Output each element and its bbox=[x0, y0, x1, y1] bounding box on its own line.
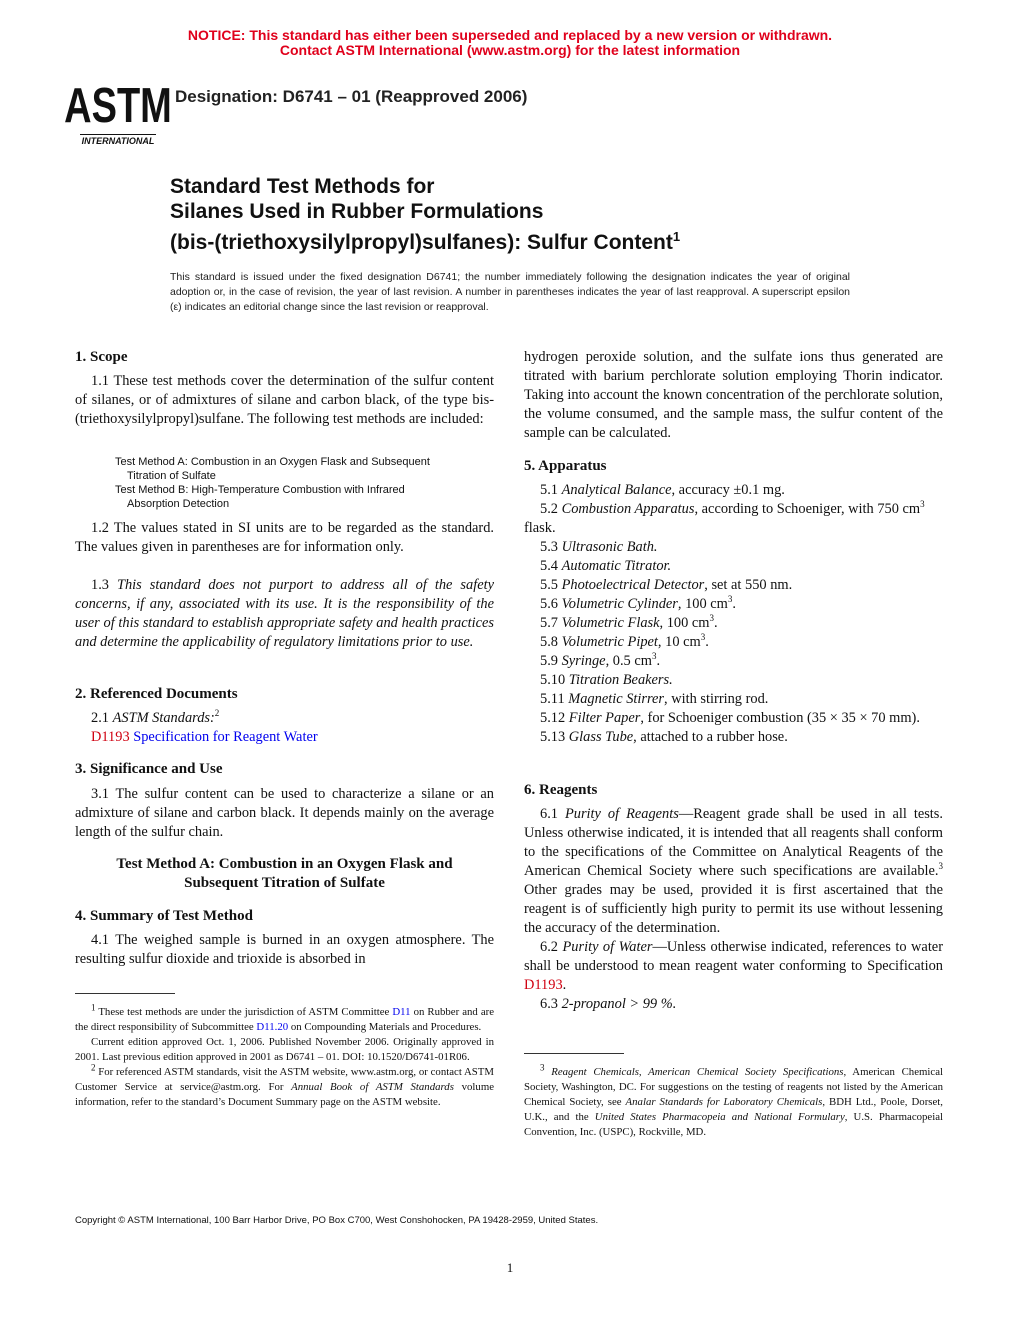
apparatus-item bbox=[524, 614, 943, 633]
text-run: . bbox=[656, 653, 661, 669]
text-run: Current edition approved Oct. 1, 2006. Published November 2006. Originally approved in 2001. Last previous edition approved in 2001 as D6741 – 01. DOI: 10.1520/D6741-01R06. bbox=[75, 1036, 494, 1063]
text-run: Analytical Balance bbox=[561, 482, 672, 498]
text-run: Combustion Apparatus bbox=[561, 501, 695, 517]
apparatus-item bbox=[524, 576, 943, 595]
document-title bbox=[170, 174, 680, 255]
text-run: Magnetic Stirrer bbox=[568, 691, 665, 707]
para-2-1 bbox=[75, 709, 494, 728]
copyright: Copyright © ASTM International, 100 Barr Harbor Drive, PO Box C700, West Conshohocken, PA 19428-2959, United States. bbox=[75, 1215, 599, 1226]
text-run: 1.3 bbox=[91, 577, 117, 593]
heading-apparatus: 5. Apparatus bbox=[524, 458, 607, 474]
text-run: This standard does not purport to address all of the safety concerns, if any, associated with its use. It is the responsibility of the user of this standard to establish appropriate safety and health practices and determine the applicability of regulatory limitations prior to use. bbox=[75, 577, 494, 650]
footnote-ref[interactable]: 3 bbox=[727, 594, 733, 605]
page-number: 1 bbox=[506, 1260, 514, 1275]
footnote-1-edition bbox=[75, 1035, 494, 1065]
text-run: , 100 cm bbox=[677, 596, 728, 612]
footnote-ref[interactable]: 2 bbox=[214, 708, 220, 719]
para-6-3 bbox=[524, 995, 943, 1014]
reference-link[interactable]: D11 bbox=[392, 1006, 411, 1018]
method-item: Test Method A: Combustion in an Oxygen Flask and Subsequent bbox=[115, 456, 430, 468]
apparatus-item bbox=[524, 652, 943, 671]
text-run: , 0.5 cm bbox=[605, 653, 652, 669]
para-6-1 bbox=[524, 805, 943, 938]
reference-link[interactable]: D1193 bbox=[91, 729, 130, 745]
text-run: , American Chemical Society, Washington, DC. For suggestions on the testing of reagents not listed by the American Chemical Society, see bbox=[524, 1066, 943, 1108]
apparatus-item bbox=[524, 633, 943, 652]
heading-summary: 4. Summary of Test Method bbox=[75, 908, 253, 924]
text-run: on Rubber and are the direct responsibility of Subcommittee bbox=[75, 1006, 494, 1033]
reference-link[interactable]: Specification for Reagent Water bbox=[129, 729, 318, 745]
method-item: Test Method B: High-Temperature Combustion with Infrared bbox=[115, 484, 405, 496]
reference-link[interactable]: D11.20 bbox=[256, 1021, 289, 1033]
text-run: , U.S. Pharmacopeial Convention, Inc. (USPC), Rockville, MD. bbox=[524, 1111, 944, 1138]
heading-scope: 1. Scope bbox=[75, 349, 128, 365]
text-run: Syringe bbox=[561, 653, 606, 669]
intro-note: This standard is issued under the fixed designation D6741; the number immediately following the designation indicates the year of original adoption or, in the case of revision, the year of last revision. A number in parentheses indicates the year of last reapproval. A superscript epsilon (ε) indicates an editorial change since the last revision or reapproval. bbox=[170, 271, 850, 313]
text-run: 1.1 These test methods cover the determination of the sulfur content of silanes, or of admixtures of silane and carbon black, of the type bis-(triethoxysilylpropyl)sulfane. The following test methods are included: bbox=[75, 373, 494, 427]
text-run: —Unless otherwise indicated, references to water shall be understood to mean reagent water conforming to Specification bbox=[524, 939, 943, 974]
method-item: Absorption Detection bbox=[127, 498, 230, 510]
text-run: 5.10 bbox=[540, 672, 569, 688]
text-run: , for Schoeniger combustion (35 × 35 × 70 mm). bbox=[640, 710, 920, 726]
footnote-ref[interactable]: 3 bbox=[920, 499, 925, 510]
footnote-ref[interactable]: 3 bbox=[700, 632, 706, 643]
reference-link[interactable]: D1193 bbox=[524, 977, 563, 993]
text-run: Glass Tube bbox=[568, 729, 634, 745]
apparatus-item bbox=[524, 671, 943, 690]
footnote-ref[interactable]: 2 bbox=[91, 1062, 96, 1073]
text-run: 5.3 bbox=[540, 539, 562, 555]
text-run: Volumetric Pipet bbox=[561, 634, 658, 650]
text-run: 5.8 bbox=[540, 634, 562, 650]
apparatus-item bbox=[524, 481, 943, 500]
apparatus-item bbox=[524, 690, 943, 709]
para-1-3 bbox=[75, 576, 494, 652]
text-run: 1.2 The values stated in SI units are to be regarded as the standard. The values given in parentheses are for information only. bbox=[75, 520, 494, 555]
method-item: Titration of Sulfate bbox=[127, 470, 216, 482]
reagents-section bbox=[524, 805, 943, 1014]
text-run: Photoelectrical Detector bbox=[561, 577, 705, 593]
astm-logo-icon bbox=[64, 74, 172, 148]
text-run: 5.5 bbox=[540, 577, 562, 593]
apparatus-item bbox=[524, 538, 943, 557]
text-run: . bbox=[562, 977, 567, 993]
text-run: 5.7 bbox=[540, 615, 562, 631]
text-run: For referenced ASTM standards, visit the ASTM website, www.astm.org, or contact ASTM Customer Service at service@astm.org. For bbox=[75, 1066, 494, 1093]
text-run: 5.9 bbox=[540, 653, 562, 669]
text-run: , with stirring rod. bbox=[664, 691, 769, 707]
text-run: volume information, refer to the standard’s Document Summary page on the ASTM website. bbox=[75, 1081, 495, 1108]
text-run: 3.1 The sulfur content can be used to characterize a silane or an admixture of silane and carbon black. It depends mainly on the average length of the sulfur chain. bbox=[75, 786, 494, 840]
apparatus-item bbox=[524, 500, 943, 538]
para-4-1-continued bbox=[524, 348, 943, 443]
footnote-ref[interactable]: 3 bbox=[651, 651, 657, 662]
text-run: . bbox=[705, 634, 709, 650]
heading-test-method-a: Test Method A: Combustion in an Oxygen Flask and Subsequent Titration of Sulfate bbox=[116, 856, 453, 891]
footnote-1 bbox=[75, 1002, 494, 1035]
apparatus-item bbox=[524, 728, 943, 747]
methods-list bbox=[115, 455, 475, 511]
text-run: , 100 cm bbox=[659, 615, 710, 631]
title-line: Silanes Used in Rubber Formulations bbox=[170, 200, 544, 223]
text-run: 5.11 bbox=[540, 691, 569, 707]
text-run: , BDH Ltd., Poole, Dorset, U.K., and the bbox=[524, 1096, 943, 1123]
footnote-ref[interactable]: 3 bbox=[540, 1062, 545, 1073]
apparatus-item bbox=[524, 557, 943, 576]
apparatus-list bbox=[524, 481, 943, 747]
apparatus-item bbox=[524, 595, 943, 614]
text-run: 5.4 bbox=[540, 558, 562, 574]
text-run: 5.1 bbox=[540, 482, 562, 498]
text-run: —Reagent grade shall be used in all tests. Unless otherwise indicated, it is intended that all reagents shall conform to the specifications of the Committee on Analytical Reagents of the American Chemical Society where such specifications are available. bbox=[524, 806, 943, 879]
text-run: 5.13 bbox=[540, 729, 569, 745]
text-run: . bbox=[732, 596, 736, 612]
text-run: on Compounding Materials and Procedures. bbox=[288, 1021, 482, 1033]
text-run: Analar Standards for Laboratory Chemicals bbox=[625, 1096, 823, 1108]
text-run: ASTM Standards: bbox=[112, 710, 215, 726]
para-1-1 bbox=[75, 372, 494, 429]
text-run: 6.3 bbox=[540, 996, 562, 1012]
text-run: , according to Schoeniger, with 750 cm bbox=[694, 501, 921, 517]
text-run: flask. bbox=[524, 520, 556, 536]
text-run: 6.1 bbox=[540, 806, 565, 822]
footnote-divider bbox=[75, 993, 175, 994]
text-run: Purity of Water bbox=[562, 939, 653, 955]
footnotes-left bbox=[75, 1002, 495, 1110]
astm-logo bbox=[64, 74, 172, 148]
text-run: 2.1 bbox=[91, 710, 113, 726]
heading-referenced-documents: 2. Referenced Documents bbox=[75, 686, 238, 702]
footnote-ref[interactable]: 1 bbox=[91, 1002, 96, 1013]
para-4-1 bbox=[75, 931, 494, 969]
svg-text:ASTM: ASTM bbox=[64, 78, 172, 134]
para-6-2 bbox=[524, 938, 943, 995]
text-run: , attached to a rubber hose. bbox=[633, 729, 788, 745]
text-run: 4.1 The weighed sample is burned in an oxygen atmosphere. The resulting sulfur dioxide and trioxide is absorbed in bbox=[75, 932, 494, 967]
svg-text:INTERNATIONAL: INTERNATIONAL bbox=[81, 136, 155, 146]
text-run: Volumetric Flask bbox=[561, 615, 660, 631]
notice-line-2: Contact ASTM International (www.astm.org) for the latest information bbox=[279, 42, 741, 58]
text-run: . bbox=[713, 615, 718, 631]
footnote-2 bbox=[75, 1062, 495, 1110]
text-run: Other grades may be used, provided it is first ascertained that the reagent is of sufficiently high purity to permit its use without lessening the accuracy of the determination. bbox=[524, 882, 943, 936]
footnote-ref[interactable]: 1 bbox=[672, 229, 681, 244]
notice-line-1: NOTICE: This standard has either been superseded and replaced by a new version or withdrawn. bbox=[187, 27, 833, 43]
text-run: Purity of Reagents bbox=[564, 806, 679, 822]
footnote-3 bbox=[524, 1062, 944, 1140]
text-run: United States Pharmacopeia and National Formulary bbox=[594, 1111, 845, 1123]
text-run: Filter Paper bbox=[568, 710, 641, 726]
reference-d1193-link[interactable] bbox=[75, 728, 494, 747]
text-run: Titration Beakers. bbox=[568, 672, 673, 688]
text-run: , accuracy ±0.1 mg. bbox=[671, 482, 785, 498]
text-run: hydrogen peroxide solution, and the sulfate ions thus generated are titrated with barium perchlorate solution employing Thorin indicator. Taking into account the known concentration of the perchlorate solution, the volume consumed, and the sample mass, the sulfur content of the sample can be calculated. bbox=[524, 349, 943, 441]
text-run: 6.2 bbox=[540, 939, 563, 955]
text-run: , 10 cm bbox=[657, 634, 701, 650]
text-run: 2-propanol > 99 %. bbox=[561, 996, 677, 1012]
text-run: 5.2 bbox=[540, 501, 562, 517]
footnote-ref[interactable]: 3 bbox=[709, 613, 714, 624]
para-1-2 bbox=[75, 519, 494, 557]
title-line: Standard Test Methods for bbox=[170, 175, 435, 198]
heading-reagents: 6. Reagents bbox=[524, 782, 598, 798]
text-run: , set at 550 nm. bbox=[704, 577, 793, 593]
text-run: Reagent Chemicals, American Chemical Society Specifications bbox=[551, 1066, 844, 1078]
text-run: These test methods are under the jurisdiction of ASTM Committee bbox=[95, 1006, 393, 1018]
text-run: 5.6 bbox=[540, 596, 562, 612]
apparatus-item bbox=[524, 709, 943, 728]
footnote-divider bbox=[524, 1053, 624, 1054]
text-run: Annual Book of ASTM Standards bbox=[291, 1081, 454, 1093]
designation: Designation: D6741 – 01 (Reapproved 2006) bbox=[175, 87, 528, 106]
para-3-1 bbox=[75, 785, 494, 842]
heading-significance: 3. Significance and Use bbox=[75, 761, 223, 777]
footnote-ref[interactable]: 3 bbox=[938, 861, 943, 872]
text-run: 5.12 bbox=[540, 710, 569, 726]
text-run: Volumetric Cylinder bbox=[561, 596, 678, 612]
text-run: Automatic Titrator. bbox=[561, 558, 672, 574]
text-run: Ultrasonic Bath. bbox=[561, 539, 658, 555]
title-line: (bis-(triethoxysilylpropyl)sulfanes): Sulfur Content bbox=[170, 231, 673, 254]
